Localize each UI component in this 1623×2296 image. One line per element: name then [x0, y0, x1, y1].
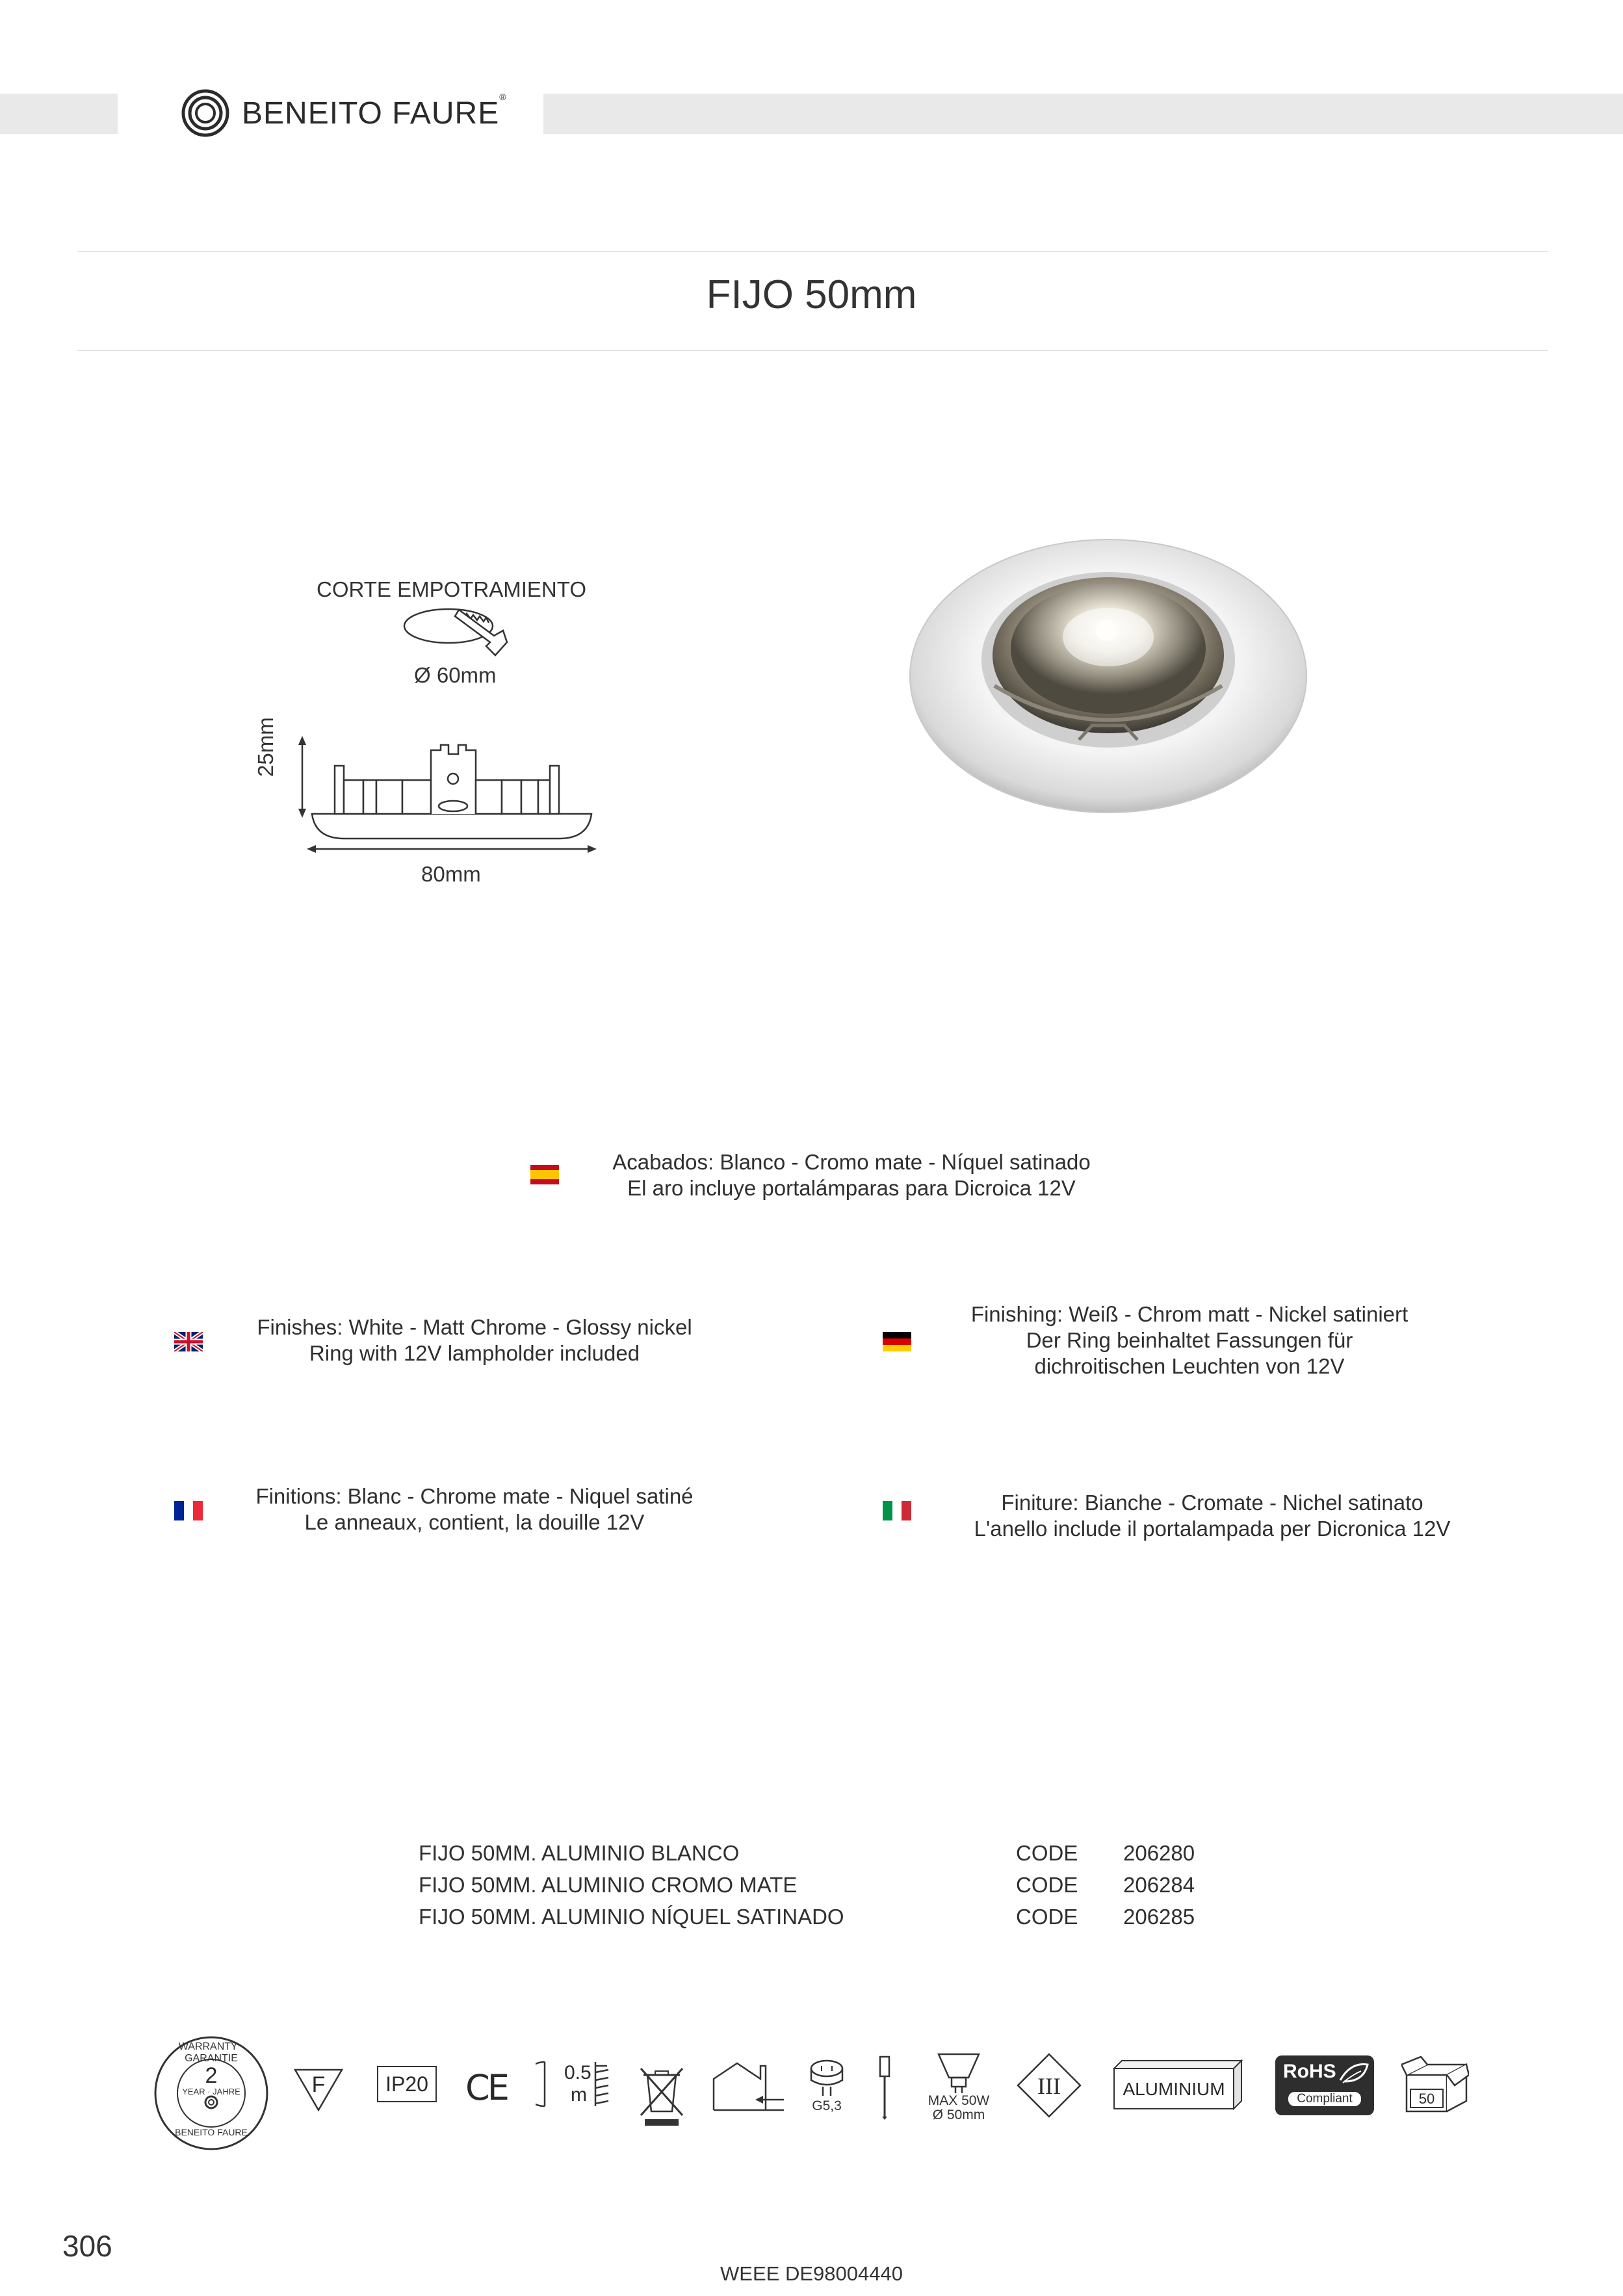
product-name: FIJO 50MM. ALUMINIO BLANCO: [419, 1841, 740, 1865]
cut-label: CORTE EMPOTRAMIENTO: [317, 577, 586, 601]
screwdriver-icon: [876, 2055, 894, 2120]
description-fr: Finitions: Blanc - Chrome mate - Niquel satiné Le anneaux, contient, la douille 12V: [255, 1484, 694, 1534]
warranty-badge-icon: WARRANTY · GARANTIE 2 YEAR · JAHRE BENEITO FAURE: [153, 2035, 270, 2152]
indoor-use-icon: [711, 2061, 786, 2113]
code-values: [1123, 1837, 1195, 1933]
flag-it-icon: [883, 1501, 911, 1520]
lamp-spec-icon: MAX 50W Ø 50mm: [923, 2050, 994, 2123]
flag-fr-icon: [174, 1501, 203, 1520]
product-code: 206284: [1123, 1873, 1195, 1897]
f-mark-icon: F: [294, 2068, 343, 2111]
product-name: FIJO 50MM. ALUMINIO NÍQUEL SATINADO: [419, 1905, 844, 1929]
description-es: Acabados: Blanco - Cromo mate - Níquel satinado El aro incluye portalámparas para Dicroica 12V: [612, 1150, 1091, 1200]
title-rule-top: [77, 251, 1548, 252]
fixture-side-drawing: [299, 741, 604, 845]
product-code: 206280: [1123, 1841, 1195, 1865]
flag-en-icon: [174, 1332, 203, 1351]
header-bar-right: [543, 94, 1623, 134]
width-dimension: 80mm: [421, 862, 481, 886]
cut-diameter: Ø 60mm: [414, 663, 497, 687]
height-dimension: 25mm: [253, 717, 278, 777]
page-number: 306: [62, 2229, 112, 2263]
page-title: FIJO 50mm: [706, 272, 917, 317]
material-icon: ALUMINIUM: [1113, 2059, 1243, 2111]
weee-bin-icon: [636, 2066, 688, 2127]
code-labels: CODE CODE CODE: [1016, 1841, 1078, 1929]
header-bar-left: [0, 94, 118, 134]
cut-saw-icon: [396, 605, 513, 666]
description-de: Finishing: Weiß - Chrom matt - Nickel satiniert Der Ring beinhaltet Fassungen für dichroitischen Leuchten von 12V: [970, 1302, 1409, 1378]
weee-number: WEEE DE98004440: [720, 2262, 903, 2285]
product-photo: [903, 533, 1313, 819]
description-it: Finiture: Bianche - Cromate - Nichel satinato L'anello include il portalampada per Dicronica 12V: [974, 1491, 1451, 1541]
description-en: Finishes: White - Matt Chrome - Glossy nickel Ring with 12V lampholder included: [257, 1315, 692, 1365]
distance-icon: 0.5 m: [536, 2058, 612, 2110]
product-code: 206285: [1123, 1905, 1195, 1929]
ip-rating-icon: IP20: [377, 2066, 437, 2102]
product-list: [419, 1837, 844, 1933]
flag-de-icon: [883, 1332, 911, 1351]
width-arrow-icon: [305, 842, 598, 855]
class-iii-icon: III: [1017, 2053, 1082, 2118]
product-name: FIJO 50MM. ALUMINIO CROMO MATE: [419, 1873, 798, 1897]
box-quantity-icon: 50: [1401, 2052, 1469, 2114]
title-rule-bottom: [77, 350, 1548, 351]
brand-circle-icon: [181, 88, 230, 138]
rohs-badge-icon: RoHS Compliant: [1275, 2055, 1374, 2115]
brand-logo: [181, 88, 507, 138]
flag-es-icon: [530, 1165, 559, 1184]
ce-mark-icon: CE: [465, 2067, 507, 2108]
socket-icon: G5,3: [803, 2058, 850, 2118]
brand-name: BENEITO FAURE®: [242, 91, 507, 131]
